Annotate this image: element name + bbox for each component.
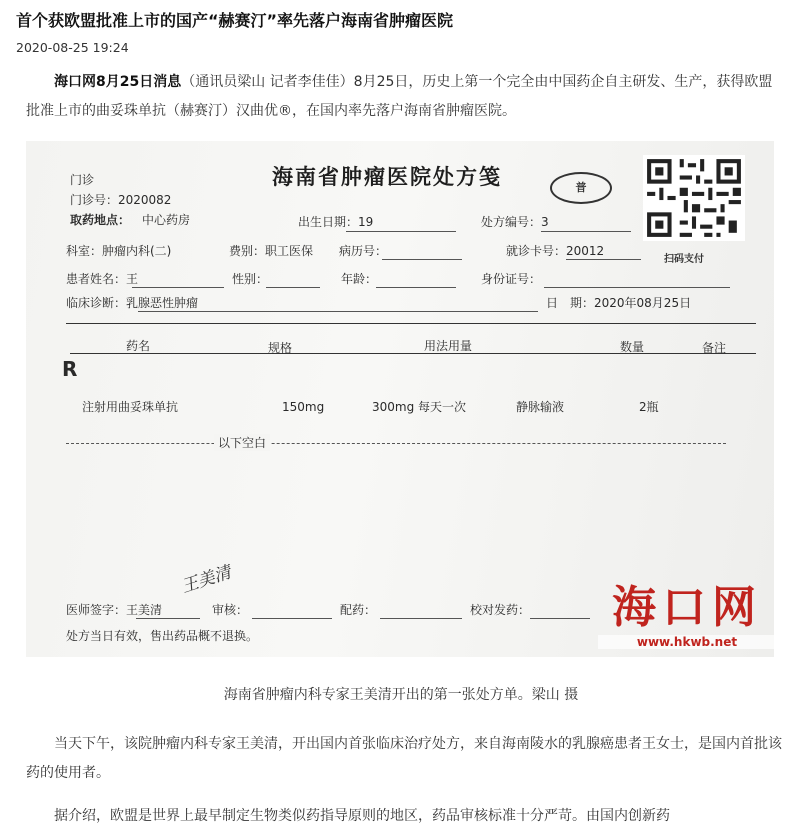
blank-dash-line bbox=[66, 443, 726, 444]
prescription-sheet bbox=[26, 141, 774, 657]
department: 科室：肿瘤内科(二) bbox=[66, 244, 172, 258]
check-line bbox=[530, 618, 590, 619]
rx-date: 日 期：2020年08月25日 bbox=[546, 296, 692, 310]
dispense-label: 配药： bbox=[340, 603, 377, 617]
record-line bbox=[382, 259, 462, 260]
age-line bbox=[376, 287, 456, 288]
doctor-label: 医师签字：王美清 bbox=[66, 603, 163, 617]
record-number: 病历号： bbox=[339, 244, 388, 258]
age: 年龄： bbox=[341, 272, 378, 286]
rx-symbol: R bbox=[62, 357, 78, 381]
doctor-signature: 王美清 bbox=[178, 562, 234, 598]
drug-spec: 150mg bbox=[282, 400, 325, 414]
pickup-value: 中心药房 bbox=[142, 213, 191, 227]
diagnosis: 临床诊断：乳腺恶性肿瘤 bbox=[66, 296, 199, 310]
hkwb-watermark bbox=[598, 583, 774, 657]
watermark-logo: 海口网 bbox=[612, 582, 762, 633]
drug-route: 静脉输液 bbox=[516, 400, 565, 414]
review-label: 审核： bbox=[212, 603, 249, 617]
watermark-url: www.hkwb.net bbox=[598, 635, 774, 649]
lead-source: 海口网8月25日消息 bbox=[54, 74, 182, 90]
notice: 处方当日有效，售出药品概不退换。 bbox=[66, 629, 259, 643]
body-paragraph-3: 据介绍，欧盟是世界上最早制定生物类似药指导原则的地区，药品审核标准十分严苛。由国内创新药 bbox=[54, 808, 670, 824]
patient-name-line bbox=[132, 287, 224, 288]
table-header-rule bbox=[70, 353, 756, 354]
photo-caption: 海南省肿瘤内科专家王美清开出的第一张处方单。梁山 摄 bbox=[223, 687, 579, 703]
rx-number: 处方编号：3 bbox=[481, 215, 549, 229]
patient-name: 患者姓名：王 bbox=[66, 272, 139, 286]
visit-card: 就诊卡号：20012 bbox=[506, 244, 605, 258]
id-number: 身份证号： bbox=[481, 272, 542, 286]
visit-card-line bbox=[566, 259, 641, 260]
qr-caption: 扫码支付 bbox=[664, 254, 704, 265]
doctor-line bbox=[136, 618, 200, 619]
col-drug: 药名 bbox=[126, 339, 151, 353]
col-usage: 用法用量 bbox=[424, 339, 473, 353]
table-top-rule bbox=[66, 323, 756, 324]
rx-number-line bbox=[541, 231, 631, 232]
article-title: 首个获欧盟批准上市的国产“赫赛汀”率先落户海南省肿瘤医院 bbox=[16, 11, 454, 30]
qr-code-icon bbox=[643, 155, 745, 241]
birth-line bbox=[346, 231, 456, 232]
lead-text: （通讯员梁山 记者李佳佳）8月25日，历史上第一个完全由中国药企自主研发、生产，获得欧盟批准上市的曲妥珠单抗（赫赛汀）汉曲优®，在国内率先落户海南省肿瘤医院。 bbox=[26, 74, 773, 119]
col-note: 备注 bbox=[702, 341, 727, 355]
lead-paragraph bbox=[26, 68, 786, 126]
fee-type: 费别：职工医保 bbox=[229, 244, 314, 258]
pickup-label: 取药地点： bbox=[70, 213, 131, 227]
sex-line bbox=[266, 287, 320, 288]
birth-date: 出生日期：19 bbox=[298, 215, 374, 229]
blank-below: 以下空白 bbox=[214, 434, 270, 451]
dispense-line bbox=[380, 618, 462, 619]
check-label: 校对发药： bbox=[470, 603, 531, 617]
prescription-title: 海南省肿瘤医院处方笺 bbox=[272, 165, 502, 189]
sex: 性别： bbox=[232, 272, 269, 286]
dept-type: 门诊 bbox=[70, 173, 95, 187]
ordinary-stamp: 普 bbox=[550, 172, 612, 204]
id-line bbox=[544, 287, 730, 288]
col-quantity: 数量 bbox=[620, 340, 645, 354]
review-line bbox=[252, 618, 332, 619]
drug-quantity: 2瓶 bbox=[639, 400, 659, 414]
drug-dose: 300mg 每天一次 bbox=[372, 400, 467, 414]
body-paragraph-2: 当天下午，该院肿瘤内科专家王美清，开出国内首张临床治疗处方，来自海南陵水的乳腺癌患者王女士，是国内首批该药的使用者。 bbox=[26, 736, 782, 781]
diagnosis-line bbox=[138, 311, 538, 312]
prescription-photo bbox=[26, 141, 774, 657]
col-spec: 规格 bbox=[268, 341, 293, 355]
publish-date: 2020-08-25 19:24 bbox=[16, 40, 129, 55]
drug-name: 注射用曲妥珠单抗 bbox=[82, 400, 179, 414]
clinic-number: 门诊号：2020082 bbox=[70, 193, 172, 207]
